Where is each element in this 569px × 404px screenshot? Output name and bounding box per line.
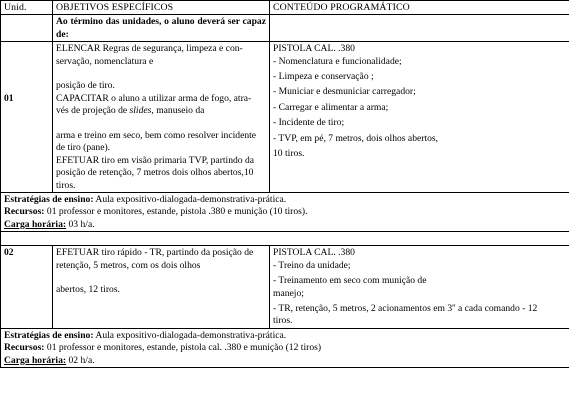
unit-row-01 (1, 42, 569, 193)
table-header-row (1, 1, 569, 15)
objective-line: EFETUAR tiro rápido - TR, partindo da posição de (56, 247, 254, 259)
header-conteudo: CONTEÚDO PROGRAMÁTICO (270, 1, 569, 15)
unit-objectives (53, 246, 270, 328)
unit-summary-cell (1, 193, 569, 232)
content-line: - TR, retenção, 5 metros, 2 acionamentos em 3'' a cada comando - 12 (273, 302, 538, 314)
strategies-line: Estratégias de ensino: Aula expositivo-dialogada-demonstrativa-prática. (4, 194, 287, 206)
intro-empty-cell-2 (270, 15, 569, 42)
strategies-line: Estratégias de ensino: Aula expositivo-dialogada-demonstrativa-prática. (4, 329, 287, 341)
unit-summary-01 (1, 193, 569, 232)
separator-cell (1, 232, 569, 246)
objective-line: CAPACITAR o aluno a utilizar arma de fogo, atra- (56, 92, 252, 104)
header-objetivos: OBJETIVOS ESPECÍFICOS (53, 1, 270, 15)
objective-line (56, 118, 266, 130)
intro-row (1, 15, 569, 42)
objective-line: abertos, 12 tiros. (56, 284, 120, 296)
objective-line: retenção, 5 metros, com os dois olhos (56, 259, 201, 271)
content-line: - Treino da unidade; (273, 259, 351, 271)
resources-line: Recursos: 01 professor e monitores, estande, pistola cal. .380 e munição (12 tiros) (4, 342, 322, 354)
unit-content (270, 42, 569, 193)
unit-summary-cell (1, 328, 569, 367)
objective-line: EFETUAR tiro em visão primaria TVP, partindo da (56, 154, 255, 166)
objective-line (56, 68, 266, 80)
objective-line: de tiro (pane). (56, 142, 111, 154)
content-line: PISTOLA CAL. .380 (273, 43, 355, 55)
content-line: - Carregar e alimentar a arma; (273, 101, 389, 113)
objective-line (56, 272, 266, 284)
content-line: tiros. (273, 315, 293, 327)
unit-content (270, 246, 569, 328)
unit-row-02 (1, 246, 569, 328)
content-line: - Limpeza e conservação ; (273, 71, 374, 83)
intro-empty-cell (1, 15, 53, 42)
content-line: - TVP, em pé, 7 metros, dois olhos abertos, (273, 132, 439, 144)
separator-row (1, 232, 569, 246)
objective-line: posição de retenção, 7 metros dois olhos abertos,10 (56, 167, 254, 179)
objective-line: arma e treino em seco, bem como resolver incidente (56, 130, 257, 142)
objective-italic-word: slides (129, 105, 152, 117)
workload-line: Carga horária: 03 h/a. (4, 218, 95, 230)
unit-number: 01 (4, 92, 14, 104)
resources-line: Recursos: 01 professor e monitores, estande, pistola .380 e munição (10 tiros). (4, 206, 308, 218)
workload-line: Carga horária: 02 h/a. (4, 354, 95, 366)
content-line: - Nomenclatura e funcionalidade; (273, 55, 402, 67)
content-line: - Municiar e desmuniciar carregador; (273, 86, 416, 98)
intro-text: Ao término das unidades, o aluno deverá ser capaz de: (53, 15, 270, 42)
unit-number: 02 (4, 247, 14, 259)
content-line: 10 tiros. (273, 148, 305, 160)
content-line: - Treinamento em seco com munição de (273, 275, 427, 287)
objective-line: tiros. (56, 179, 76, 191)
unit-summary-02 (1, 328, 569, 367)
content-line: manejo; (273, 287, 304, 299)
content-line: - Incidente de tiro; (273, 117, 345, 129)
objective-line: vés de projeção de slides, manuseio da (56, 105, 205, 117)
unit-number-cell (1, 246, 53, 328)
header-unid: Unid. (1, 1, 53, 15)
unit-number-cell (1, 42, 53, 193)
objective-line: ELENCAR Regras de segurança, limpeza e con- (56, 43, 243, 55)
unit-objectives (53, 42, 270, 193)
objective-line: servação, nomenclatura e (56, 55, 154, 67)
objective-line: posição de tiro. (56, 80, 115, 92)
content-line: PISTOLA CAL. .380 (273, 247, 355, 259)
